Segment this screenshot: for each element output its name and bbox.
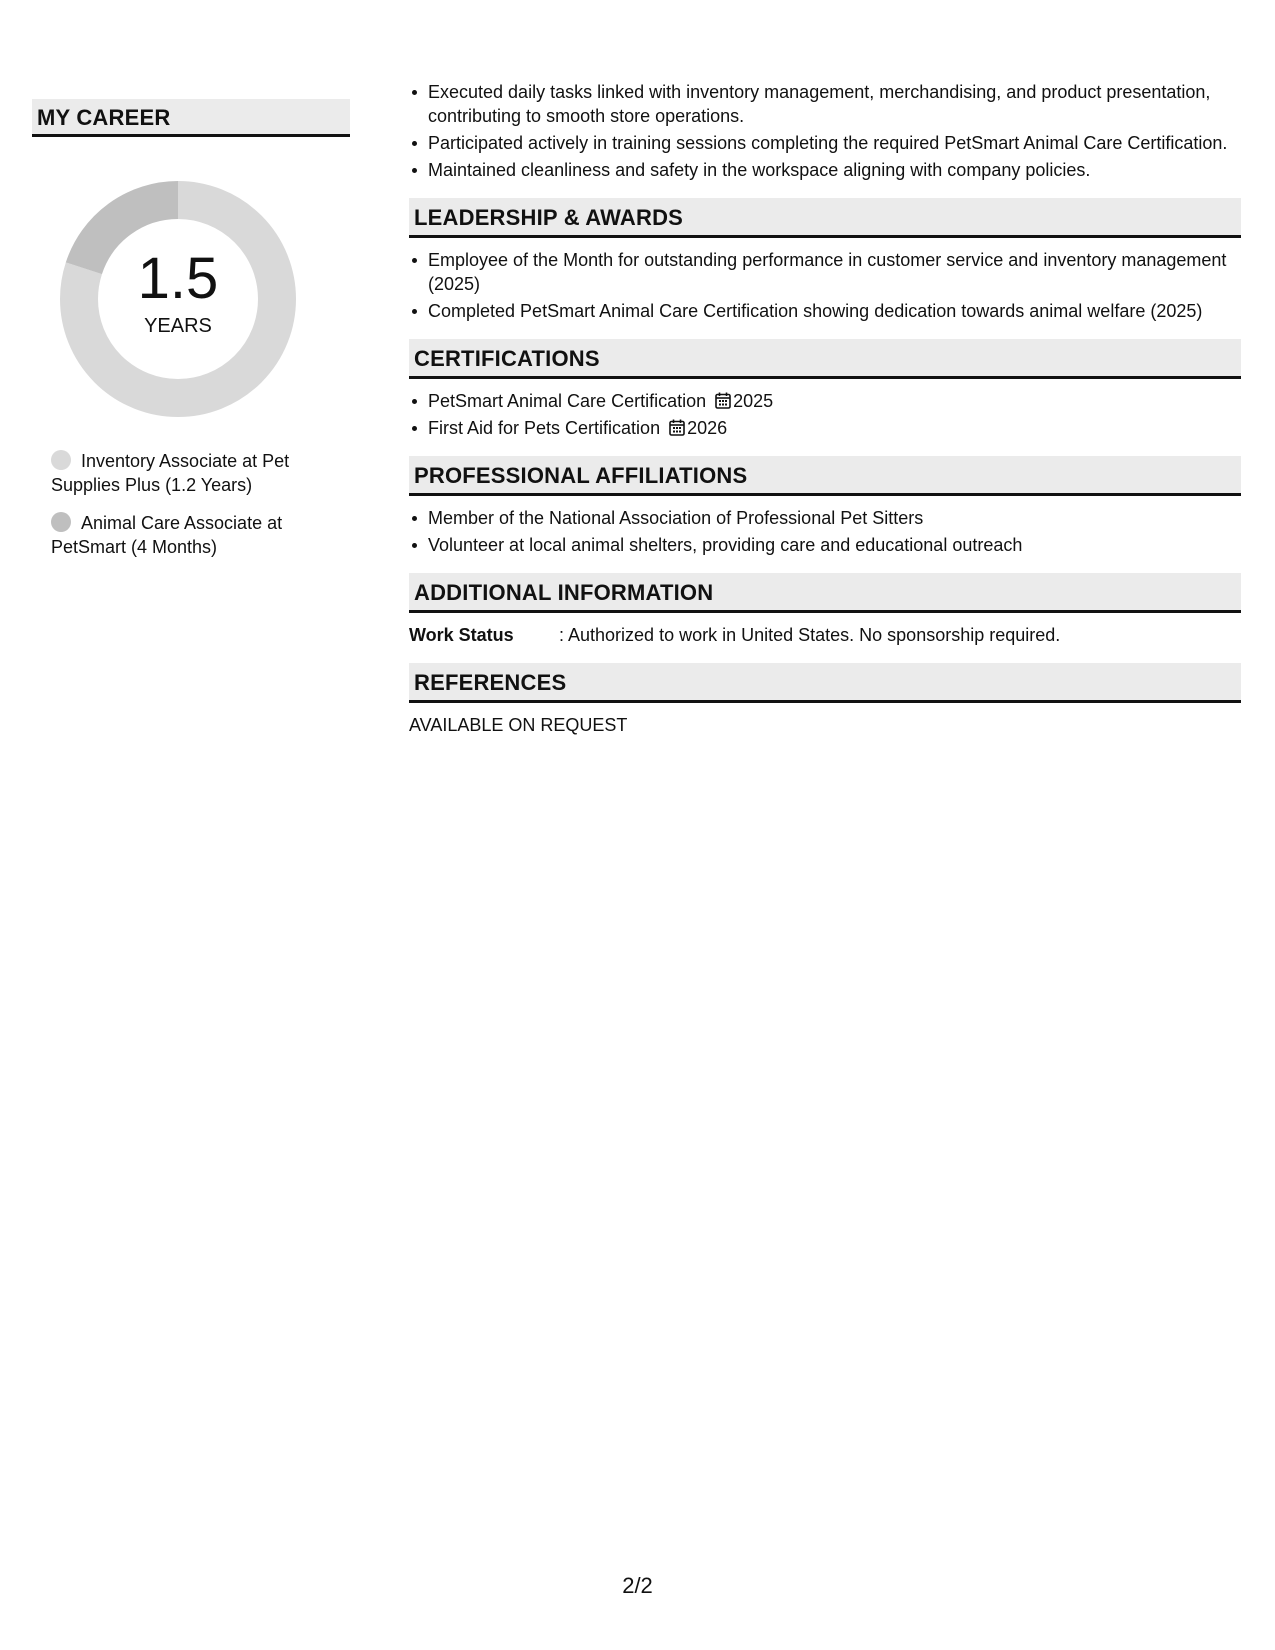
- legend-dot: [51, 512, 71, 532]
- work-status-label: Work Status: [409, 625, 514, 645]
- certification-year: 2025: [733, 391, 774, 411]
- career-legend: [32, 449, 331, 559]
- references-heading: REFERENCES: [409, 663, 1241, 703]
- career-total-years: 1.5: [137, 246, 219, 311]
- certification-item: [428, 416, 1241, 440]
- career-years-label: YEARS: [144, 315, 212, 337]
- certification-name: First Aid for Pets Certification: [428, 418, 661, 438]
- experience-bullets: [409, 80, 1241, 182]
- legend-item: [51, 511, 331, 559]
- leadership-heading: LEADERSHIP & AWARDS: [409, 198, 1241, 238]
- legend-label: Animal Care Associate at PetSmart (4 Months): [51, 513, 283, 557]
- additional-info-heading: ADDITIONAL INFORMATION: [409, 573, 1241, 613]
- main-column: [409, 80, 1241, 737]
- list-item: Executed daily tasks linked with inventory management, merchandising, and product presentation, contributing to smooth store operations.: [428, 80, 1241, 128]
- certification-item: [428, 389, 1241, 413]
- career-donut-chart: [58, 179, 298, 419]
- list-item: Employee of the Month for outstanding performance in customer service and inventory management (2025): [428, 248, 1241, 296]
- work-status-row: [409, 623, 1241, 647]
- legend-item: [51, 449, 331, 497]
- calendar-icon: [715, 392, 731, 409]
- list-item: Member of the National Association of Professional Pet Sitters: [428, 506, 1241, 530]
- legend-label: Inventory Associate at Pet Supplies Plus (1.2 Years): [51, 451, 290, 495]
- my-career-heading: MY CAREER: [32, 99, 350, 137]
- page-number: 2/2: [622, 1573, 653, 1598]
- list-item: Maintained cleanliness and safety in the workspace aligning with company policies.: [428, 158, 1241, 182]
- legend-dot: [51, 450, 71, 470]
- certification-year: 2026: [687, 418, 728, 438]
- certification-name: PetSmart Animal Care Certification: [428, 391, 707, 411]
- certifications-heading: CERTIFICATIONS: [409, 339, 1241, 379]
- references-text: AVAILABLE ON REQUEST: [409, 715, 628, 735]
- affiliations-list: [409, 506, 1241, 557]
- list-item: Participated actively in training sessions completing the required PetSmart Animal Care Certification.: [428, 131, 1241, 155]
- certifications-list: [409, 389, 1241, 440]
- affiliations-heading: PROFESSIONAL AFFILIATIONS: [409, 456, 1241, 496]
- career-column: [32, 99, 350, 573]
- list-item: Completed PetSmart Animal Care Certification showing dedication towards animal welfare (2025): [428, 299, 1241, 323]
- list-item: Volunteer at local animal shelters, providing care and educational outreach: [428, 533, 1241, 557]
- calendar-icon: [669, 419, 685, 436]
- work-status-value: : Authorized to work in United States. No sponsorship required.: [559, 625, 1061, 645]
- leadership-list: [409, 248, 1241, 323]
